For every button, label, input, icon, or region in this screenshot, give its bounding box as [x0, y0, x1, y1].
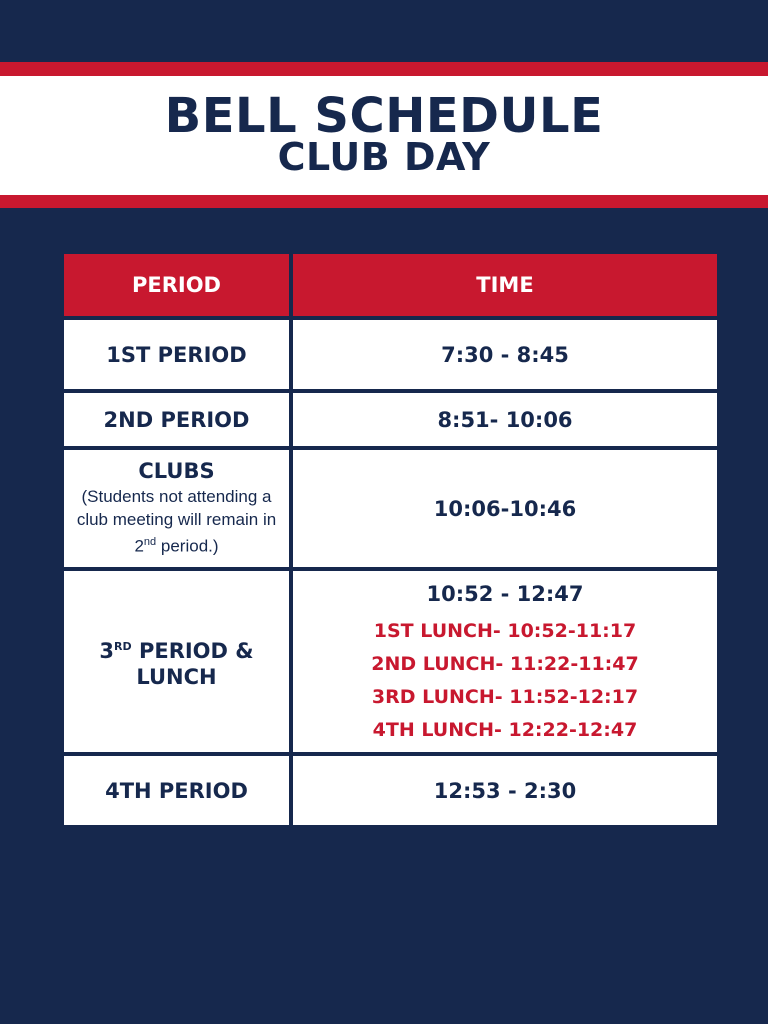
banner-top-stripe [0, 62, 768, 76]
time-cell: 12:53 - 2:30 [293, 756, 717, 825]
column-header-time: TIME [293, 254, 717, 316]
note-text: (Students not attending a club meeting will remain in 2 [76, 487, 277, 556]
page-title: BELL SCHEDULE [164, 88, 604, 144]
banner-bottom-stripe [0, 195, 768, 208]
period-cell: 2ND PERIOD [64, 393, 289, 446]
clubs-note [68, 485, 285, 558]
period-cell: 4TH PERIOD [64, 756, 289, 825]
note-superscript: nd [143, 536, 157, 549]
period-superscript: RD [114, 639, 132, 653]
lunch-time: 3RD LUNCH- 11:52-12:17 [371, 685, 639, 708]
period-label-line2: LUNCH [136, 664, 217, 689]
period-number: 3 [99, 638, 115, 663]
page-subtitle: CLUB DAY [277, 135, 491, 179]
time-cell: 7:30 - 8:45 [293, 320, 717, 389]
period-cell: 1ST PERIOD [64, 320, 289, 389]
time-cell: 8:51- 10:06 [293, 393, 717, 446]
period-label-rest: PERIOD & [131, 638, 254, 663]
lunch-time: 1ST LUNCH- 10:52-11:17 [373, 619, 637, 642]
time-cell [293, 571, 717, 752]
time-range: 10:52 - 12:47 [426, 581, 584, 606]
lunch-time: 4TH LUNCH- 12:22-12:47 [372, 718, 638, 741]
period-cell [64, 571, 289, 752]
note-text-end: period.) [156, 536, 219, 556]
column-header-period: PERIOD [64, 254, 289, 316]
header-banner [0, 76, 768, 195]
period-cell [64, 450, 289, 567]
period-label [99, 634, 253, 664]
period-label: CLUBS [138, 459, 215, 484]
lunch-time: 2ND LUNCH- 11:22-11:47 [371, 652, 639, 675]
time-cell: 10:06-10:46 [293, 450, 717, 567]
